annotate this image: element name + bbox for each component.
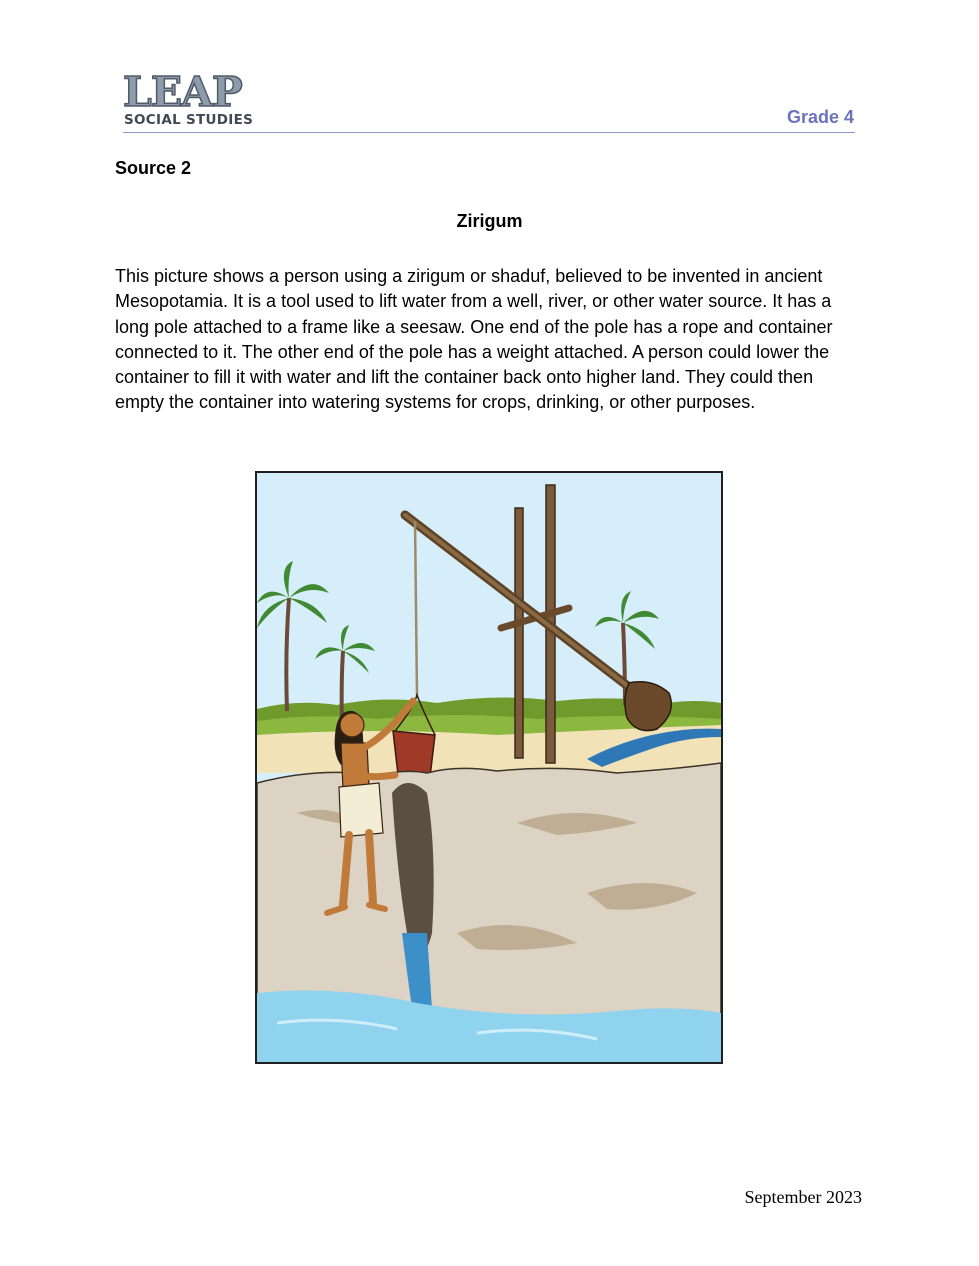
source-label: Source 2 [115,158,192,178]
leap-logo [123,68,263,130]
footer-date: September 2023 [744,1187,862,1207]
header-divider [123,132,855,133]
shaduf-illustration [255,471,723,1064]
logo-subtitle: SOCIAL STUDIES [124,112,254,128]
grade-label: Grade 4 [786,107,854,127]
page-title: Zirigum [456,211,523,231]
body-paragraph: This picture shows a person using a zirigum or shaduf, believed to be invented in ancient Mesopotamia. It is a tool used to lift water from a well, river, or other water source. It has a long pole attached to a frame like a seesaw. One end of the pole has a rope and container connected to it. The other end of the pole has a weight attached. A person could lower the container to fill it with water and lift the container back onto higher land. They could then empty the container into watering systems for crops, drinking, or other purposes. [115,266,833,413]
logo-word: LEAP [123,68,242,116]
